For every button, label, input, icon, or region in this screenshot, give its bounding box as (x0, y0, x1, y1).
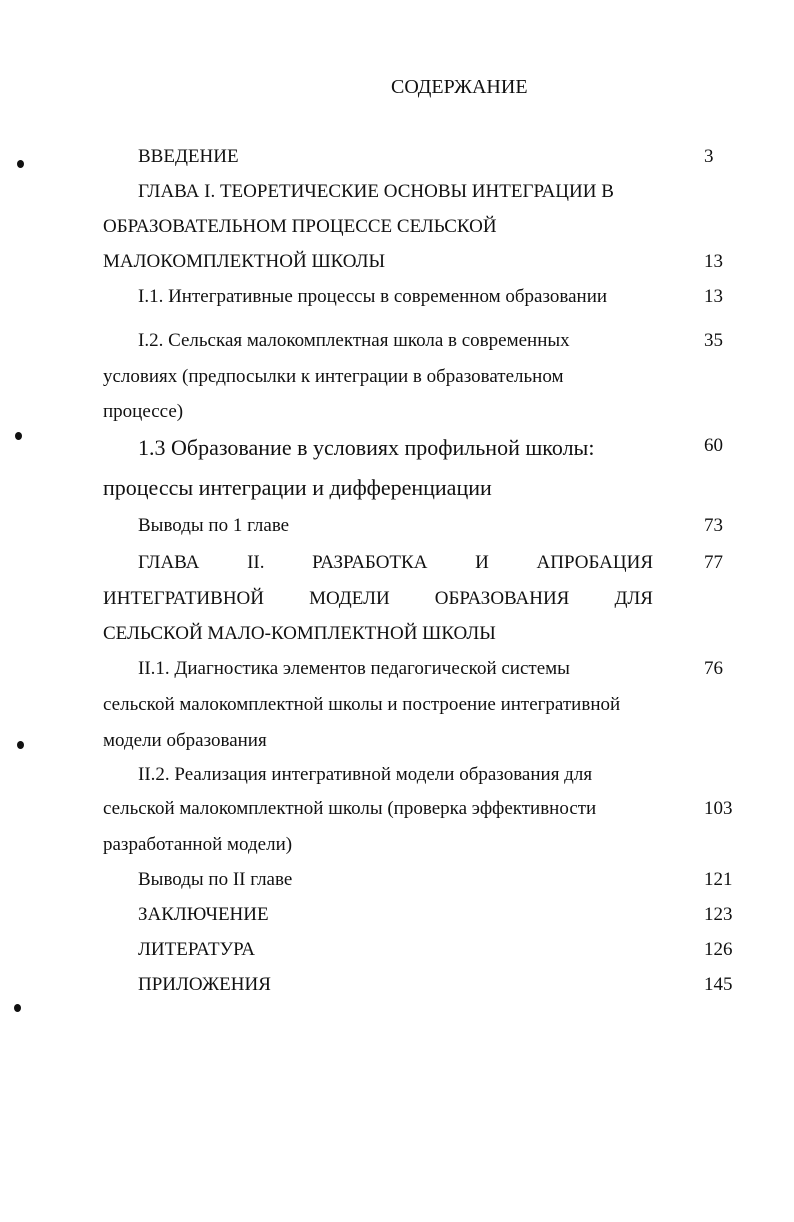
word: РАЗРАБОТКА (312, 552, 428, 573)
word: ГЛАВА (138, 552, 200, 573)
toc-entry-conclusions-1: Выводы по 1 главе (138, 515, 290, 536)
toc-page-chapter1: 13 (704, 251, 723, 272)
word: ДЛЯ (614, 588, 653, 609)
toc-page-intro: 3 (704, 146, 714, 167)
margin-dot (17, 741, 24, 749)
toc-entry-literature: ЛИТЕРАТУРА (138, 939, 255, 960)
toc-entry-section-2-1: II.1. Диагностика элементов педагогической системы (138, 658, 570, 679)
page-title: СОДЕРЖАНИЕ (391, 76, 528, 98)
margin-dot (14, 1004, 21, 1012)
toc-entry-section-1-2: I.2. Сельская малокомплектная школа в современных (138, 330, 570, 351)
toc-entry-chapter1-line3: МАЛОКОМПЛЕКТНОЙ ШКОЛЫ (103, 251, 386, 272)
toc-entry-section-1-2-line3: процессе) (103, 401, 184, 422)
toc-entry-section-1-2-line2: условиях (предпосылки к интеграции в образовательном (103, 366, 564, 387)
word: II. (247, 552, 265, 573)
toc-page-chapter2: 77 (704, 552, 723, 573)
toc-entry-section-2-2-line3: разработанной модели) (103, 834, 293, 855)
toc-entry-section-2-2: II.2. Реализация интегративной модели образования для (138, 764, 593, 785)
toc-entry-intro: ВВЕДЕНИЕ (138, 146, 239, 167)
toc-page-appendix: 145 (704, 974, 733, 995)
word: МОДЕЛИ (309, 588, 390, 609)
toc-entry-section-2-2-line2: сельской малокомплектной школы (проверка эффективности (103, 798, 597, 819)
toc-entry-chapter2 (138, 551, 653, 575)
toc-entry-section-1-3: 1.3 Образование в условиях профильной школы: (138, 435, 595, 460)
toc-entry-section-1-1: I.1. Интегративные процессы в современном образовании (138, 286, 608, 307)
toc-entry-section-2-1-line3: модели образования (103, 730, 267, 751)
margin-dot (15, 432, 22, 440)
toc-entry-chapter1-line2: ОБРАЗОВАТЕЛЬНОМ ПРОЦЕССЕ СЕЛЬСКОЙ (103, 216, 497, 237)
toc-entry-conclusion: ЗАКЛЮЧЕНИЕ (138, 904, 269, 925)
word: АПРОБАЦИЯ (536, 552, 653, 573)
word: ИНТЕГРАТИВНОЙ (103, 588, 264, 609)
toc-page-conclusions-1: 73 (704, 515, 723, 536)
toc-entry-chapter2-line3: СЕЛЬСКОЙ МАЛО-КОМПЛЕКТНОЙ ШКОЛЫ (103, 623, 496, 644)
toc-page-conclusions-2: 121 (704, 869, 733, 890)
toc-page-section-1-2: 35 (704, 330, 723, 351)
toc-entry-appendix: ПРИЛОЖЕНИЯ (138, 974, 271, 995)
toc-entry-chapter2-line2 (103, 587, 653, 611)
toc-page-section-2-2: 103 (704, 798, 733, 819)
toc-page-section-1-1: 13 (704, 286, 723, 307)
margin-dot (17, 160, 24, 168)
word: ОБРАЗОВАНИЯ (434, 588, 570, 609)
toc-page-conclusion: 123 (704, 904, 733, 925)
toc-entry-conclusions-2: Выводы по II главе (138, 869, 293, 890)
toc-entry-chapter1: ГЛАВА I. ТЕОРЕТИЧЕСКИЕ ОСНОВЫ ИНТЕГРАЦИИ В (138, 181, 614, 202)
toc-page-section-1-3: 60 (704, 435, 723, 456)
toc-entry-section-2-1-line2: сельской малокомплектной школы и построение интегративной (103, 694, 621, 715)
toc-entry-section-1-3-line2: процессы интеграции и дифференциации (103, 475, 492, 500)
word: И (475, 552, 489, 573)
toc-page-literature: 126 (704, 939, 733, 960)
toc-page-section-2-1: 76 (704, 658, 723, 679)
